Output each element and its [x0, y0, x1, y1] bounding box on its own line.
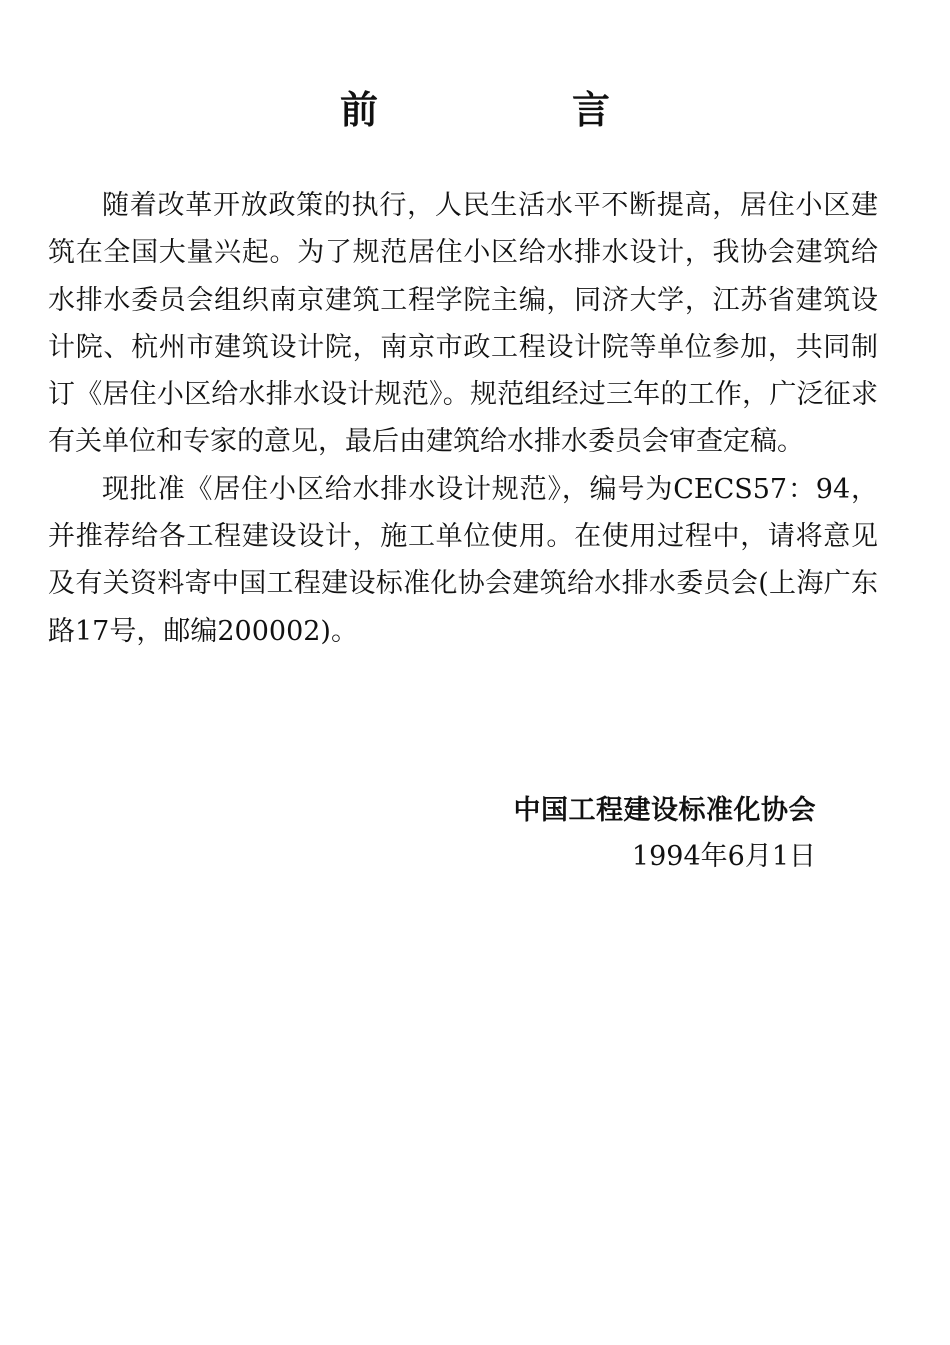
signature-block	[480, 788, 816, 880]
signature-organization: 中国工程建设标准化协会	[513, 795, 816, 826]
paragraph-intro: 随着改革开放政策的执行，人民生活水平不断提高，居住小区建筑在全国大量兴起。为了规范居住小区给水排水设计，我协会建筑给水排水委员会组织南京建筑工程学院主编，同济大学，江苏省建筑设计院、杭州市建筑设计院，南京市政工程设计院等单位参加，共同制订《居住小区给水排水设计规范》。规范组经过三年的工作，广泛征求有关单位和专家的意见，最后由建筑给水排水委员会审查定稿。	[48, 190, 878, 458]
signature-date: 1994年6月1日	[631, 841, 816, 872]
page-title: 前 言	[339, 88, 688, 132]
document-body	[48, 182, 878, 655]
paragraph-approval: 现批准《居住小区给水排水设计规范》，编号为CECS57：94，并推荐给各工程建设设计，施工单位使用。在使用过程中，请将意见及有关资料寄中国工程建设标准化协会建筑给水排水委员会(上海广东路17号，邮编200002)。	[48, 473, 878, 647]
